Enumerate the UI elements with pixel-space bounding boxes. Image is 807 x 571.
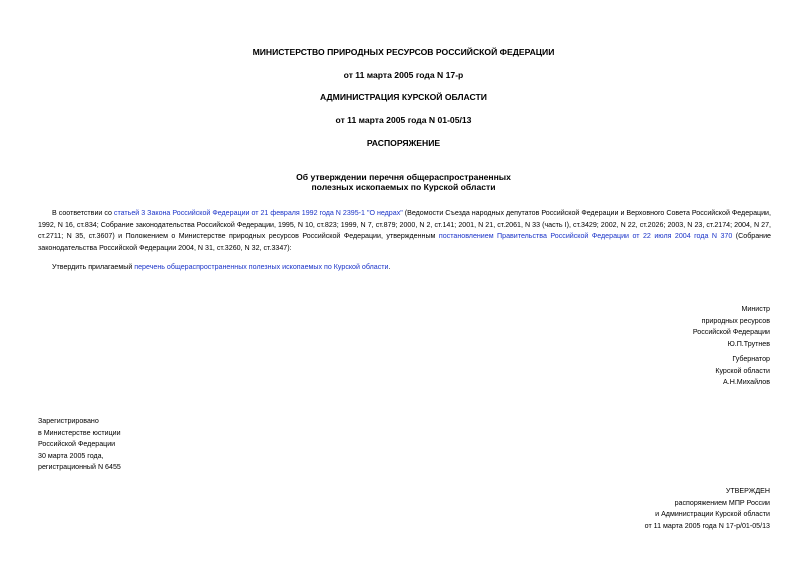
administration-date: от 11 марта 2005 года N 01-05/13 <box>335 115 472 125</box>
registration-line: Российской Федерации <box>38 440 116 448</box>
preamble-text-3: (Собрание законодательства Российской Федерации 2004, N 31, ст.3260, N 32, ст.3347): <box>38 232 771 252</box>
government-decree-link[interactable]: постановлением Правительства Российской Федерации от 22 июля 2004 года N 370 <box>438 232 733 240</box>
document-type: РАСПОРЯЖЕНИЕ <box>366 138 441 148</box>
ministry-date: от 11 марта 2005 года N 17-р <box>343 70 464 80</box>
ministry-heading: МИНИСТЕРСТВО ПРИРОДНЫХ РЕСУРСОВ РОССИЙСКОЙ ФЕДЕРАЦИИ <box>252 47 555 57</box>
minister-signature-line: природных ресурсов <box>701 316 770 325</box>
approval-title: УТВЕРЖДЕН <box>725 487 770 495</box>
approval-line: от 11 марта 2005 года N 17-р/01-05/13 <box>644 521 770 530</box>
approve-text-1: Утвердить прилагаемый <box>52 263 135 271</box>
minister-signature-line: Министр <box>741 305 770 313</box>
administration-heading: АДМИНИСТРАЦИЯ КУРСКОЙ ОБЛАСТИ <box>320 92 487 102</box>
preamble-paragraph <box>38 208 771 254</box>
minerals-list-link[interactable]: перечень общераспространенных полезных ископаемых по Курской области <box>134 263 389 271</box>
governor-signature-line: Губернатор <box>732 355 770 363</box>
governor-signature <box>715 354 770 389</box>
minister-signature-line: Российской Федерации <box>692 328 770 336</box>
approval-line: и Администрации Курской области <box>655 510 770 518</box>
governor-signature-line: Курской области <box>715 366 770 375</box>
document-title-line1: Об утверждении перечня общераспространенных <box>296 172 511 182</box>
minister-signature-line: Ю.П.Трутнев <box>727 339 770 348</box>
registration-block <box>38 416 121 474</box>
registration-line: регистрационный N 6455 <box>38 463 121 471</box>
preamble-text-1: В соответствии со <box>52 209 114 217</box>
approval-line: распоряжением МПР России <box>674 498 770 507</box>
registration-line: в Министерстве юстиции <box>38 428 121 437</box>
approve-text-2: . <box>388 263 391 271</box>
registration-line: Зарегистрировано <box>38 417 99 425</box>
document-title-line2: полезных ископаемых по Курской области <box>311 182 496 192</box>
preamble-text-2: (Ведомости Съезда народных депутатов Российской Федерации и Верховного Совета Российской Федерации, 1992, N 16, ст.834; Собрание законодательства Российской Федерации, 1995, N 10, ст.823; 1999, N 7, ст.879; 2000, N 2, ст.141; 2001, N 21, ст.2061, N 33 (часть I), ст.3429; 2002, N 22, ст.2026; 2003, N 23, ст.2174; 2004, N 27, ст.2711; N 35, ст.3607) и Положением о Министерстве природных ресурсов Российской Федерации, утвержденным <box>38 209 771 240</box>
approve-paragraph <box>38 262 771 274</box>
governor-signature-line: А.Н.Михайлов <box>723 378 770 386</box>
minister-signature <box>693 304 770 350</box>
registration-line: 30 марта 2005 года, <box>38 451 104 460</box>
approval-block <box>645 486 770 532</box>
law-on-subsoil-link[interactable]: статьей 3 Закона Российской Федерации от 21 февраля 1992 года N 2395-1 "О недрах" <box>113 209 403 217</box>
